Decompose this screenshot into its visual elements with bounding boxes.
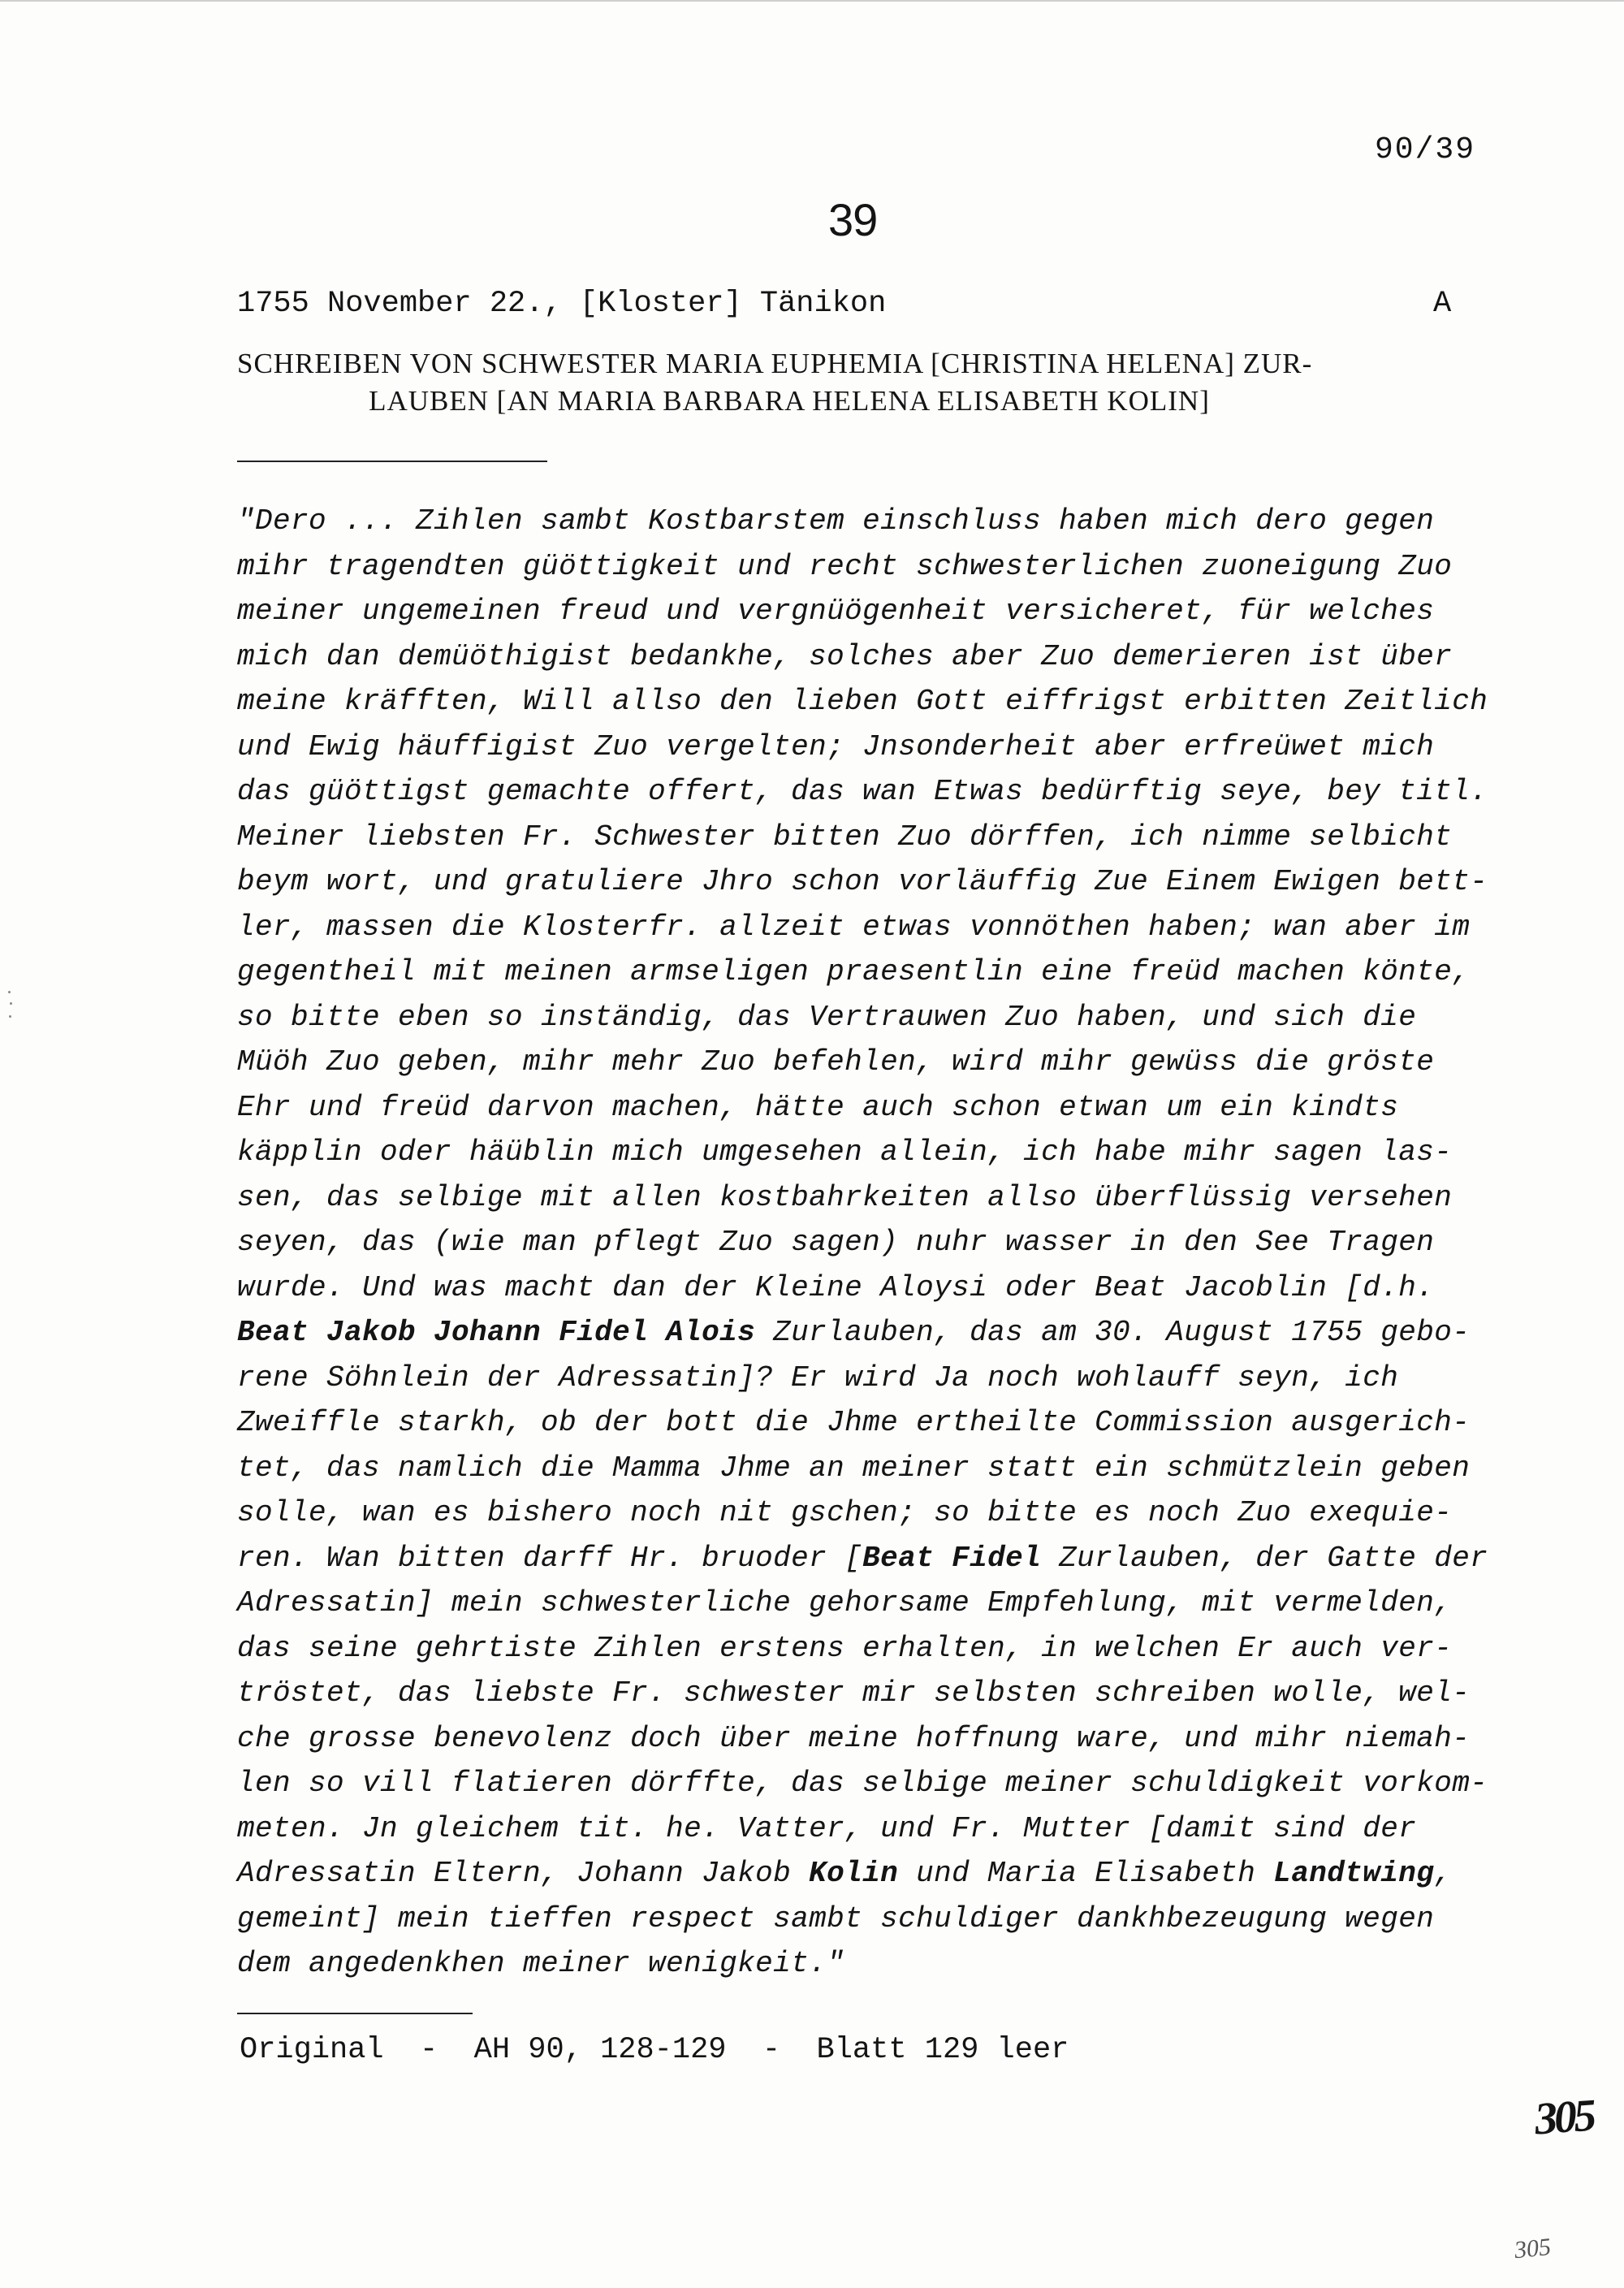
heading-line-1: SCHREIBEN VON SCHWESTER MARIA EUPHEMIA [CHRISTINA HELENA] ZUR- <box>237 348 1313 379</box>
bold-name: Beat Jakob Johann Fidel Alois <box>237 1316 756 1349</box>
text-segment: und Maria Elisabeth <box>898 1857 1274 1890</box>
scan-edge <box>0 0 1624 2</box>
text-line: seyen, das (wie man pflegt Zuo sagen) nuhr wasser in den See Tragen <box>237 1226 1435 1259</box>
text-line: so bitte eben so inständig, das Vertrauwen Zuo haben, und sich die <box>237 1000 1417 1034</box>
text-line: "Dero ... Zihlen sambt Kostbarstem einschluss haben mich dero gegen <box>237 504 1435 538</box>
text-line: wurde. Und was macht dan der Kleine Aloysi oder Beat Jacoblin [d.h. <box>237 1270 1435 1304</box>
scan-specks <box>8 991 13 1023</box>
footer-rule <box>237 2013 473 2014</box>
document-heading <box>237 345 1463 420</box>
text-line: dem angedenkhen meiner wenigkeit." <box>237 1947 845 1980</box>
pencil-page-number: 305 <box>1513 2233 1553 2264</box>
text-line: das güöttigst gemachte offert, das wan Etwas bedürftig seye, bey titl. <box>237 775 1488 808</box>
text-line: gemeint] mein tieffen respect sambt schuldiger dankhbezeugung wegen <box>237 1901 1435 1936</box>
text-line: das seine gehrtiste Zihlen erstens erhalten, in welchen Er auch ver- <box>237 1631 1453 1665</box>
text-line: gegentheil mit meinen armseligen praesentlin eine freüd machen könte, <box>237 955 1471 988</box>
text-line: Meiner liebsten Fr. Schwester bitten Zuo dörffen, ich nimme selbicht <box>237 820 1453 854</box>
speck <box>10 1002 12 1005</box>
text-line: meine kräfften, Will allso den lieben Gott eiffrigst erbitten Zeitlich <box>237 685 1488 718</box>
text-line: meiner ungemeinen freud und vergnüögenheit versicheret, für welches <box>237 595 1435 628</box>
text-line: Zweiffle starkh, ob der bott die Jhme ertheilte Commission ausgerich- <box>237 1406 1471 1439</box>
text-line: len so vill flatieren dörffte, das selbige meiner schuldigkeit vorkom- <box>237 1767 1488 1800</box>
bold-name: Kolin <box>809 1857 899 1890</box>
text-line: meten. Jn gleichem tit. he. Vatter, und Fr. Mutter [damit sind der <box>237 1811 1417 1845</box>
speck <box>9 1015 11 1018</box>
text-line: beym wort, und gratuliere Jhro schon vorläuffig Zue Einem Ewigen bett- <box>237 865 1488 898</box>
text-line <box>237 1536 1496 1581</box>
text-segment: Zurlauben, der Gatte der <box>1041 1541 1488 1575</box>
document-number: 39 <box>828 194 878 245</box>
text-segment: , <box>1434 1857 1453 1890</box>
text-line: tröstet, das liebste Fr. schwester mir selbsten schreiben wolle, wel- <box>237 1676 1471 1710</box>
text-segment: ren. Wan bitten darff Hr. bruoder [ <box>237 1541 863 1575</box>
text-line <box>237 1310 1496 1356</box>
text-line: tet, das namlich die Mamma Jhme an meiner statt ein schmützlein geben <box>237 1451 1471 1485</box>
text-line: mich dan demüöthigist bedankhe, solches aber Zuo demerieren ist über <box>237 639 1453 673</box>
speck <box>8 991 11 993</box>
letter-transcription <box>237 499 1496 1987</box>
bold-name: Landtwing <box>1273 1857 1435 1890</box>
bold-name: Beat Fidel <box>862 1541 1042 1575</box>
text-segment: Adressatin Eltern, Johann Jakob <box>237 1857 810 1890</box>
text-line: rene Söhnlein der Adressatin]? Er wird Ja noch wohlauff seyn, ich <box>237 1360 1399 1395</box>
date-place-line: 1755 November 22., [Kloster] Tänikon <box>237 287 887 321</box>
text-line: ler, massen die Klosterfr. allzeit etwas vonnöthen haben; wan aber im <box>237 910 1471 944</box>
text-line: Müöh Zuo geben, mihr mehr Zuo befehlen, wird mihr gewüss die gröste <box>237 1045 1435 1079</box>
text-line: solle, wan es bishero noch nit gschen; so bitte es noch Zuo exequie- <box>237 1496 1453 1529</box>
text-segment: Zurlauben, das am 30. August 1755 gebo- <box>755 1316 1471 1349</box>
text-line: Adressatin] mein schwesterliche gehorsame Empfehlung, mit vermelden, <box>237 1586 1453 1620</box>
source-note: Original - AH 90, 128-129 - Blatt 129 leer <box>240 2033 1069 2067</box>
text-line: käpplin oder häüblin mich umgesehen allein, ich habe mihr sagen las- <box>237 1135 1453 1169</box>
heading-line-2: LAUBEN [AN MARIA BARBARA HELENA ELISABETH KOLIN] <box>369 385 1210 417</box>
stamped-page-number: 305 <box>1532 2090 1596 2145</box>
separator-rule <box>237 461 547 462</box>
text-line: sen, das selbige mit allen kostbahrkeiten allso überflüssig versehen <box>237 1180 1453 1214</box>
text-line: che grosse benevolenz doch über meine hoffnung ware, und mihr niemah- <box>237 1721 1471 1755</box>
text-line: Ehr und freüd darvon machen, hätte auch schon etwan um ein kindts <box>237 1090 1399 1124</box>
category-letter: A <box>1433 287 1452 321</box>
text-line: mihr tragendten güöttigkeit und recht schwesterlichen zuoneigung Zuo <box>237 549 1453 583</box>
text-line <box>237 1851 1496 1897</box>
reference-number: 90/39 <box>1375 132 1476 167</box>
text-line: und Ewig häuffigist Zuo vergelten; Jnsonderheit aber erfreüwet mich <box>237 729 1435 763</box>
